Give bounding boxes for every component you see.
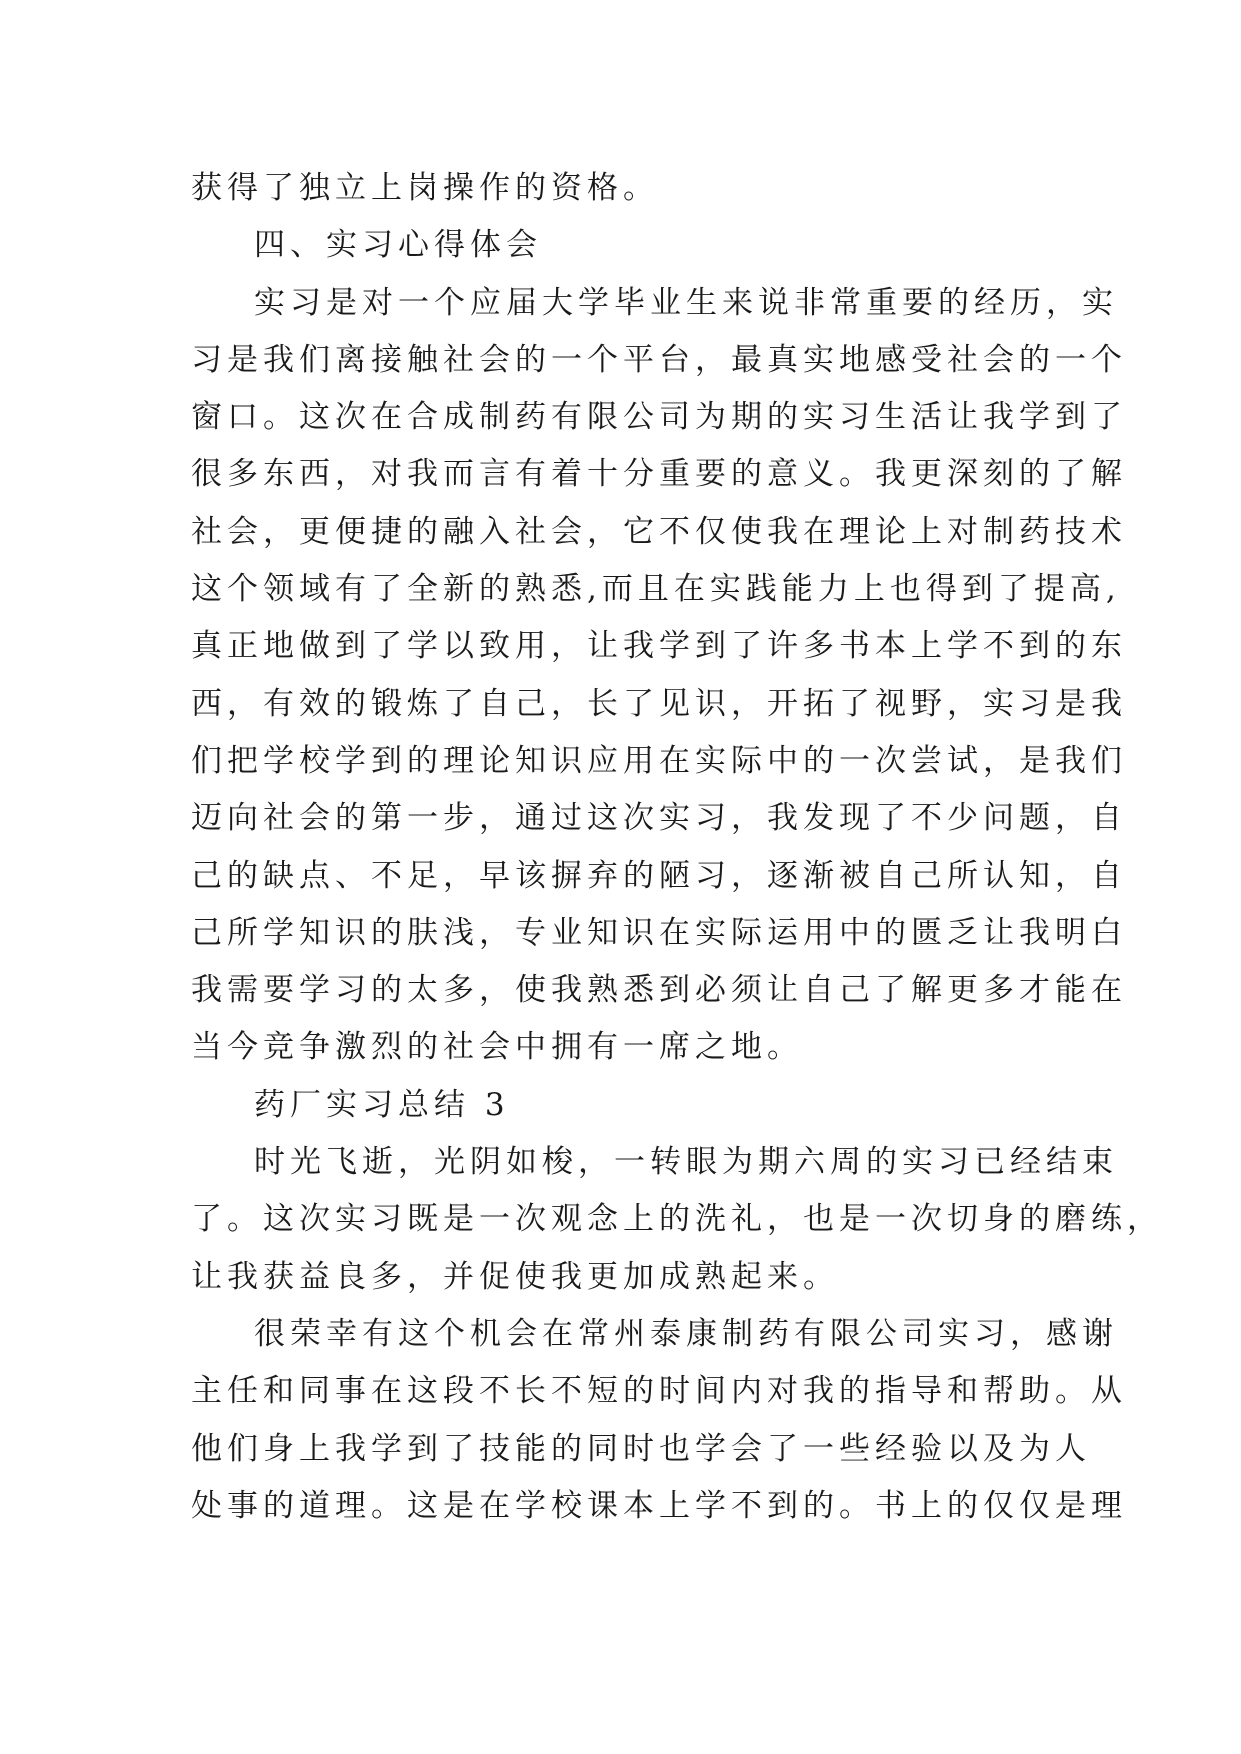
- text-line: 这个领域有了全新的熟悉,而且在实践能力上也得到了提高,: [191, 571, 1121, 608]
- text-line: 了。这次实习既是一次观念上的洗礼，也是一次切身的磨练，: [191, 1201, 1163, 1238]
- text-line: 我需要学习的太多，使我熟悉到必须让自己了解更多才能在: [191, 972, 1127, 1009]
- text-line: 习是我们离接触社会的一个平台，最真实地感受社会的一个: [191, 341, 1127, 378]
- text-line: 己所学知识的肤浅，专业知识在实际运用中的匮乏让我明白: [191, 914, 1127, 951]
- text-line: 窗口。这次在合成制药有限公司为期的实习生活让我学到了: [191, 399, 1127, 436]
- text-line: 们把学校学到的理论知识应用在实际中的一次尝试，是我们: [191, 742, 1127, 779]
- text-line: 主任和同事在这段不长不短的时间内对我的指导和帮助。从: [191, 1373, 1127, 1410]
- text-line: 己的缺点、不足，早该摒弃的陋习，逐渐被自己所认知，自: [191, 857, 1127, 894]
- text-line: 迈向社会的第一步，通过这次实习，我发现了不少问题，自: [191, 800, 1127, 837]
- text-line: 时光飞逝，光阴如梭，一转眼为期六周的实习已经结束: [254, 1144, 1118, 1181]
- document-page: [191, 160, 1163, 1535]
- text-line: 很多东西，对我而言有着十分重要的意义。我更深刻的了解: [191, 456, 1127, 493]
- text-line: 社会，更便捷的融入社会，它不仅使我在理论上对制药技术: [191, 513, 1127, 550]
- text-line: 西，有效的锻炼了自己，长了见识，开拓了视野，实习是我: [191, 685, 1127, 722]
- text-line: 实习是对一个应届大学毕业生来说非常重要的经历，实: [254, 284, 1118, 321]
- text-line: 真正地做到了学以致用，让我学到了许多书本上学不到的东: [191, 628, 1127, 665]
- text-line: 当今竞争激烈的社会中拥有一席之地。: [191, 1029, 803, 1066]
- text-line: 处事的道理。这是在学校课本上学不到的。书上的仅仅是理: [191, 1487, 1127, 1524]
- text-line: 让我获益良多，并促使我更加成熟起来。: [191, 1258, 839, 1295]
- text-line: 他们身上我学到了技能的同时也学会了一些经验以及为人: [191, 1430, 1091, 1467]
- text-line: 很荣幸有这个机会在常州泰康制药有限公司实习，感谢: [254, 1315, 1118, 1352]
- section-heading: 药厂实习总结 3: [254, 1086, 510, 1123]
- text-line: 获得了独立上岗操作的资格。: [191, 170, 659, 206]
- section-heading: 四、实习心得体会: [254, 227, 542, 264]
